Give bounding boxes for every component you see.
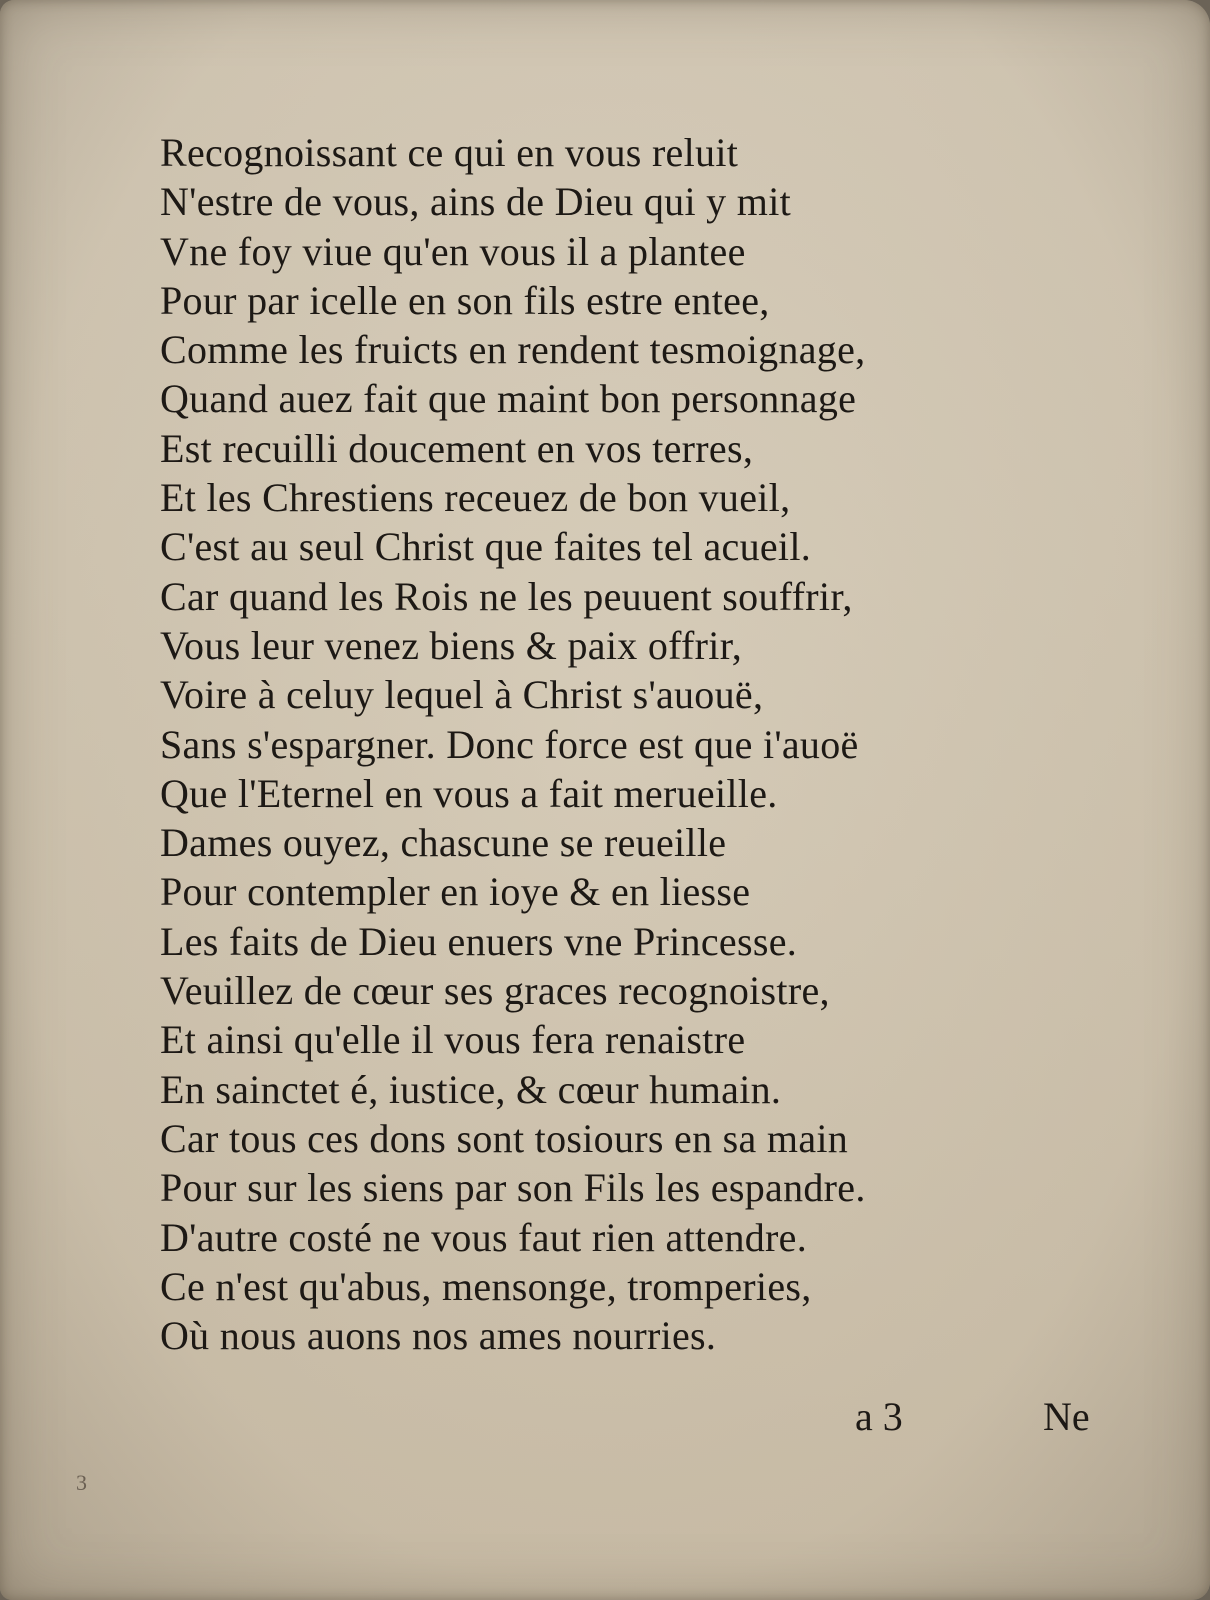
- verse-line: N'estre de vous, ains de Dieu qui y mit: [160, 179, 792, 225]
- verse-line: Car quand les Rois ne les peuuent souffrir,: [160, 573, 853, 619]
- verse-line: En sainctet é, iustice, & cœur humain.: [160, 1066, 782, 1112]
- verse-line: Veuillez de cœur ses graces recognoistre,: [160, 968, 830, 1014]
- verse-line: Sans s'espargner. Donc force est que i'auoë: [160, 721, 859, 767]
- verse-line: Vne foy viue qu'en vous il a plantee: [160, 228, 746, 274]
- verse-line: Dames ouyez, chascune se reueille: [160, 820, 727, 866]
- verse-line: Recognoissant ce qui en vous reluit: [160, 130, 739, 175]
- verse-line: Les faits de Dieu enuers vne Princesse.: [160, 918, 798, 964]
- verse-line: Que l'Eternel en vous a fait merueille.: [160, 770, 778, 816]
- verse-line: D'autre costé ne vous faut rien attendre.: [160, 1214, 808, 1260]
- verse-line: Vous leur venez biens & paix offrir,: [160, 622, 743, 668]
- verse-block: [160, 128, 1040, 1360]
- verse-line: Comme les fruicts en rendent tesmoignage,: [160, 327, 866, 373]
- verse-line: Où nous auons nos ames nourries.: [160, 1313, 717, 1359]
- verse-line: Ce n'est qu'abus, mensonge, tromperies,: [160, 1263, 812, 1309]
- verse-line: Est recuilli doucement en vos terres,: [160, 425, 754, 471]
- verse-line: Quand auez fait que maint bon personnage: [160, 376, 857, 422]
- verse-line: Pour par icelle en son fils estre entee,: [160, 277, 770, 323]
- verse-line: Et les Chrestiens receuez de bon vueil,: [160, 475, 791, 521]
- verse-line: Voire à celuy lequel à Christ s'auouë,: [160, 672, 764, 718]
- verse-line: Pour sur les siens par son Fils les espandre.: [160, 1165, 866, 1211]
- verse-line: Et ainsi qu'elle il vous fera renaistre: [160, 1017, 746, 1063]
- verse-line: C'est au seul Christ que faites tel acueil.: [160, 524, 812, 570]
- margin-mark: 3: [76, 1470, 87, 1495]
- catchword: Ne: [1043, 1394, 1090, 1439]
- verse-line: Car tous ces dons sont tosiours en sa main: [160, 1115, 849, 1161]
- signature-mark: a 3: [855, 1394, 903, 1439]
- verse-line: Pour contempler en ioye & en liesse: [160, 869, 751, 915]
